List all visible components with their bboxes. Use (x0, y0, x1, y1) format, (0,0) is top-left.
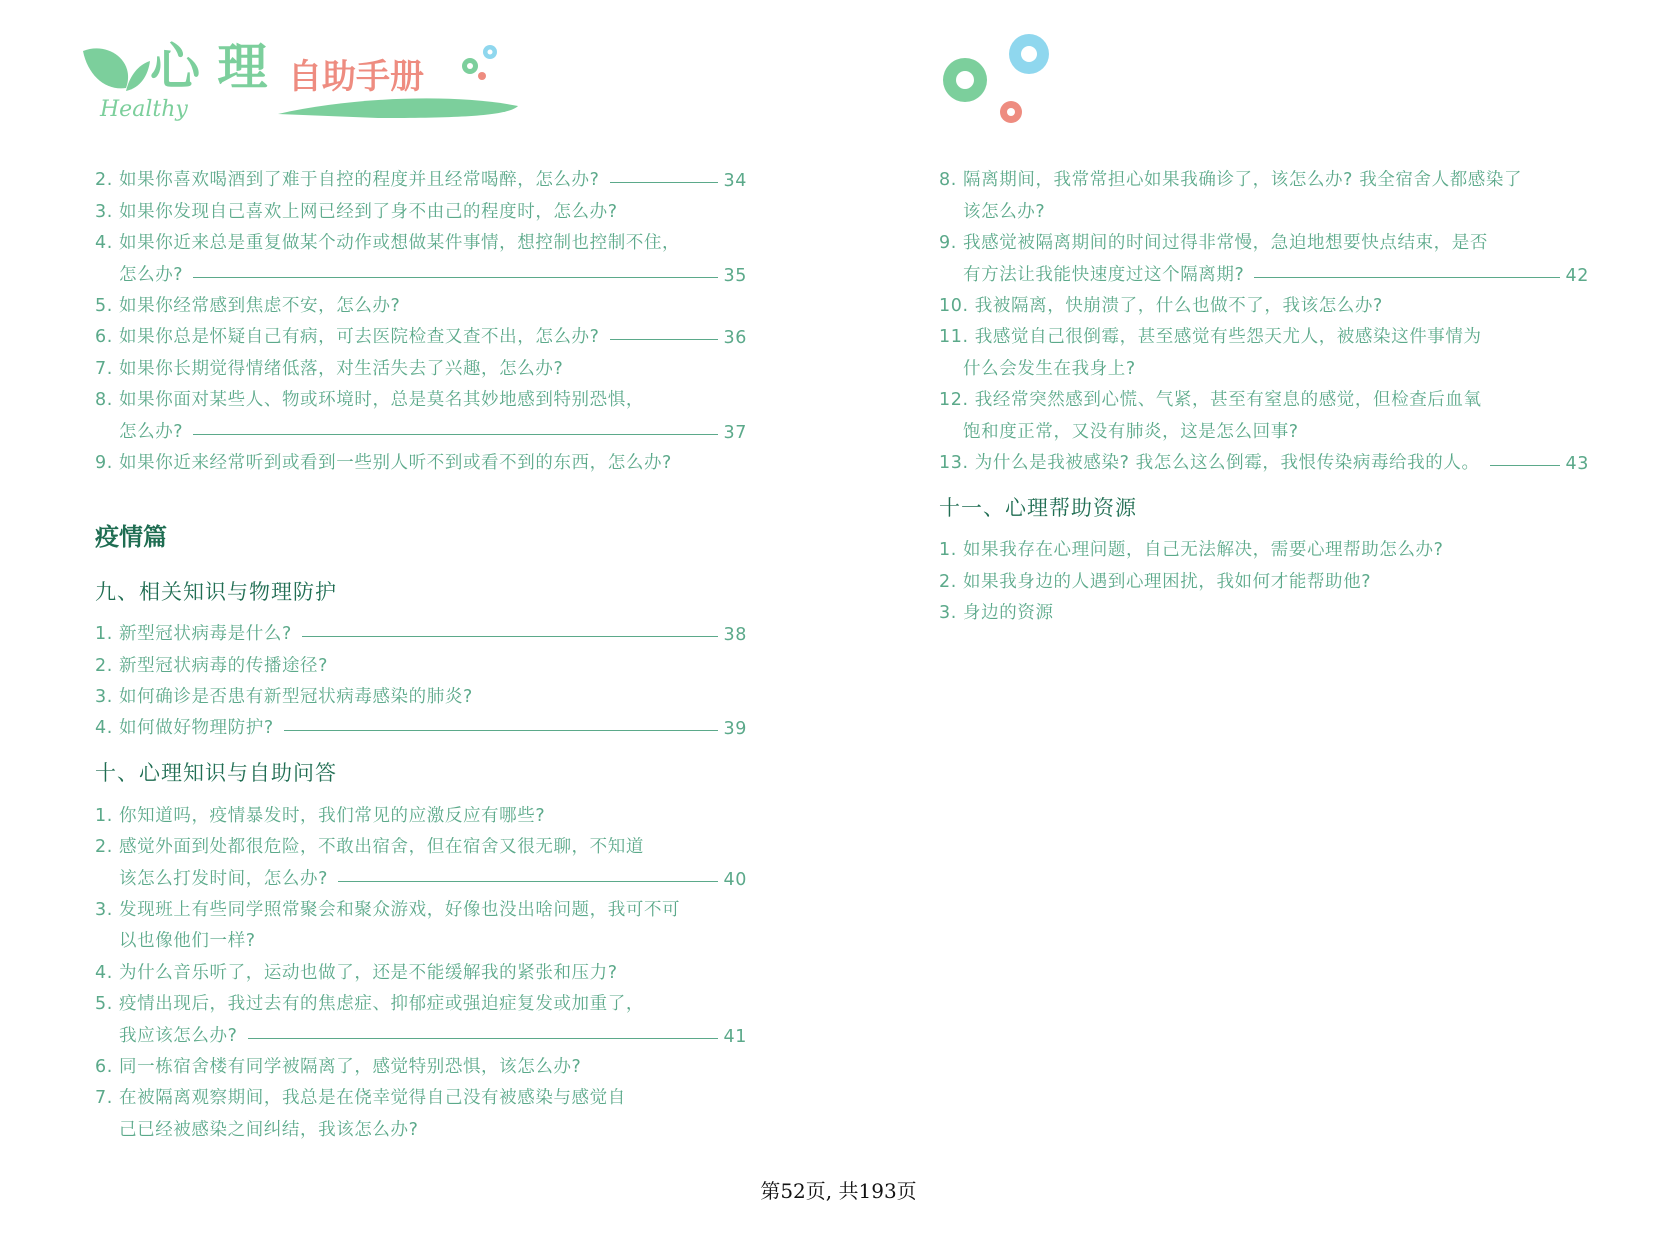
toc-entry (95, 614, 747, 645)
toc-entry-text: 3. 身边的资源 (939, 603, 1054, 624)
toc-page-number: 40 (723, 869, 747, 890)
leader-line (610, 182, 718, 183)
logo-swoosh (278, 98, 518, 118)
section-title: 疫情篇 (95, 521, 167, 551)
toc-entry-continuation (95, 858, 747, 889)
toc-entry (95, 827, 747, 858)
toc-page-number: 37 (723, 422, 747, 443)
green-flower-icon (943, 58, 987, 102)
toc-entry (95, 984, 747, 1015)
toc-entry-continuation (95, 1109, 747, 1140)
toc-entry-continuation (95, 411, 747, 442)
toc-entry-continuation (95, 921, 747, 952)
chapter-9-title: 九、相关知识与物理防护 (95, 579, 337, 604)
toc-entry (95, 645, 747, 676)
toc-entry-text: 9. 我感觉被隔离期间的时间过得非常慢，急迫地想要快点结束，是否 (939, 233, 1488, 254)
toc-entry (95, 952, 747, 983)
toc-entry-continuation (939, 254, 1589, 285)
toc-entry-text: 3. 如果你发现自己喜欢上网已经到了身不由己的程度时，怎么办? (95, 201, 618, 222)
toc-entry-text: 2. 如果我身边的人遇到心理困扰，我如何才能帮助他? (939, 571, 1372, 592)
blue-flower-icon (1009, 34, 1049, 74)
leader-line (338, 881, 718, 882)
toc-entry-continuation (939, 348, 1589, 379)
chapter-11-title: 十一、心理帮助资源 (939, 495, 1137, 520)
small-flower-icon (462, 45, 497, 80)
toc-page-number: 43 (1565, 453, 1589, 474)
logo-title: 自助手册 (288, 57, 424, 97)
chapter-10-list (95, 795, 747, 1140)
toc-page-number: 38 (723, 625, 747, 646)
toc-entry-text: 4. 如果你近来总是重复做某个动作或想做某件事情，想控制也控制不住， (95, 233, 681, 254)
toc-entry-text: 6. 如果你总是怀疑自己有病，可去医院检查又查不出，怎么办? (95, 327, 600, 348)
toc-entry (95, 191, 747, 222)
toc-list-left-top (95, 160, 747, 474)
toc-entry (95, 677, 747, 708)
toc-entry (95, 223, 747, 254)
toc-entry-text: 2. 感觉外面到处都很危险，不敢出宿舍，但在宿舍又很无聊，不知道 (95, 837, 644, 858)
leader-line (1254, 277, 1559, 278)
toc-entry (95, 380, 747, 411)
leader-line (193, 434, 717, 435)
toc-entry-text: 7. 在被隔离观察期间，我总是在侥幸觉得自己没有被感染与感觉自 (95, 1088, 626, 1109)
toc-entry-text: 己已经被感染之间纠结，我该怎么办? (119, 1119, 419, 1140)
toc-entry-text: 4. 为什么音乐听了，运动也做了，还是不能缓解我的紧张和压力? (95, 962, 618, 983)
toc-list-right-top (939, 160, 1589, 474)
toc-entry-text: 7. 如果你长期觉得情绪低落，对生活失去了兴趣，怎么办? (95, 358, 564, 379)
leader-line (1490, 465, 1560, 466)
toc-entry-text: 什么会发生在我身上? (963, 358, 1136, 379)
toc-entry-text: 13. 为什么是我被感染? 我怎么这么倒霉，我恨传染病毒给我的人。 (939, 452, 1480, 473)
toc-entry (939, 223, 1589, 254)
toc-entry-text: 怎么办? (119, 421, 184, 442)
leader-line (248, 1038, 718, 1039)
toc-entry-text: 1. 如果我存在心理问题，自己无法解决，需要心理帮助怎么办? (939, 540, 1444, 561)
toc-entry-text: 我应该怎么办? (119, 1025, 238, 1046)
toc-entry-text: 2. 新型冠状病毒的传播途径? (95, 655, 329, 676)
toc-entry (95, 1078, 747, 1109)
toc-entry-text: 6. 同一栋宿舍楼有同学被隔离了，感觉特别恐惧，该怎么办? (95, 1056, 582, 1077)
toc-entry-text: 1. 新型冠状病毒是什么? (95, 624, 292, 645)
toc-entry-text: 4. 如何做好物理防护? (95, 718, 274, 739)
handbook-logo (78, 36, 568, 136)
toc-entry-text: 1. 你知道吗，疫情暴发时，我们常见的应激反应有哪些? (95, 805, 546, 826)
toc-entry (95, 286, 747, 317)
page-footer: 第52页, 共193页 (760, 1179, 917, 1203)
chapter-11-list (939, 530, 1589, 624)
flowers-decoration (935, 30, 1065, 130)
toc-page-number: 42 (1565, 265, 1589, 286)
toc-page-number: 41 (723, 1026, 747, 1047)
logo-script: Healthy (100, 97, 188, 122)
toc-entry-text: 以也像他们一样? (119, 931, 256, 952)
toc-entry (939, 443, 1589, 474)
toc-entry-continuation (939, 411, 1589, 442)
toc-entry (939, 530, 1589, 561)
toc-entry-text: 有方法让我能快速度过这个隔离期? (963, 264, 1245, 285)
toc-entry-continuation (95, 254, 747, 285)
toc-entry-text: 11. 我感觉自己很倒霉，甚至感觉有些怨天尤人，被感染这件事情为 (939, 327, 1482, 348)
toc-entry-text: 3. 如何确诊是否患有新型冠状病毒感染的肺炎? (95, 687, 473, 708)
leader-line (284, 730, 718, 731)
leader-line (193, 277, 717, 278)
toc-entry-continuation (939, 191, 1589, 222)
toc-entry (95, 443, 747, 474)
toc-entry-text: 5. 如果你经常感到焦虑不安，怎么办? (95, 295, 401, 316)
toc-page-number: 36 (723, 328, 747, 349)
toc-entry-text: 12. 我经常突然感到心慌、气紧，甚至有窒息的感觉，但检查后血氧 (939, 390, 1482, 411)
toc-entry (939, 317, 1589, 348)
toc-right-column (939, 160, 1589, 624)
toc-page-number: 39 (723, 719, 747, 740)
chapter-9-list (95, 614, 747, 740)
toc-entry (939, 561, 1589, 592)
toc-entry (95, 160, 747, 191)
toc-entry (95, 795, 747, 826)
toc-page-number: 34 (723, 171, 747, 192)
toc-entry-text: 怎么办? (119, 264, 184, 285)
toc-entry (95, 317, 747, 348)
toc-entry-text: 饱和度正常，又没有肺炎，这是怎么回事? (963, 421, 1299, 442)
toc-entry (939, 593, 1589, 624)
toc-entry-text: 5. 疫情出现后，我过去有的焦虑症、抑郁症或强迫症复发或加重了， (95, 994, 644, 1015)
toc-entry (95, 890, 747, 921)
toc-entry-text: 10. 我被隔离，快崩溃了，什么也做不了，我该怎么办? (939, 295, 1383, 316)
logo-big-chars: 心 理 (150, 37, 268, 96)
pink-flower-icon (1000, 101, 1022, 123)
toc-entry-text: 2. 如果你喜欢喝酒到了难于自控的程度并且经常喝醉，怎么办? (95, 170, 600, 191)
toc-entry-text: 8. 如果你面对某些人、物或环境时，总是莫名其妙地感到特别恐惧， (95, 390, 644, 411)
leader-line (302, 636, 718, 637)
toc-page-number: 35 (723, 265, 747, 286)
toc-entry (939, 380, 1589, 411)
toc-entry (95, 708, 747, 739)
toc-entry-text: 3. 发现班上有些同学照常聚会和聚众游戏，好像也没出啥问题，我可不可 (95, 900, 681, 921)
toc-entry (939, 160, 1589, 191)
toc-entry-text: 该怎么打发时间，怎么办? (119, 868, 328, 889)
toc-left-column (95, 160, 747, 1141)
leaf-icon (83, 48, 150, 91)
toc-entry-continuation (95, 1015, 747, 1046)
leader-line (610, 339, 718, 340)
toc-entry (95, 1047, 747, 1078)
toc-entry-text: 9. 如果你近来经常听到或看到一些别人听不到或看不到的东西，怎么办? (95, 452, 672, 473)
toc-entry-text: 该怎么办? (963, 201, 1046, 222)
chapter-10-title: 十、心理知识与自助问答 (95, 761, 337, 786)
toc-entry-text: 8. 隔离期间，我常常担心如果我确诊了，该怎么办? 我全宿舍人都感染了 (939, 170, 1523, 191)
toc-entry (95, 348, 747, 379)
toc-entry (939, 286, 1589, 317)
